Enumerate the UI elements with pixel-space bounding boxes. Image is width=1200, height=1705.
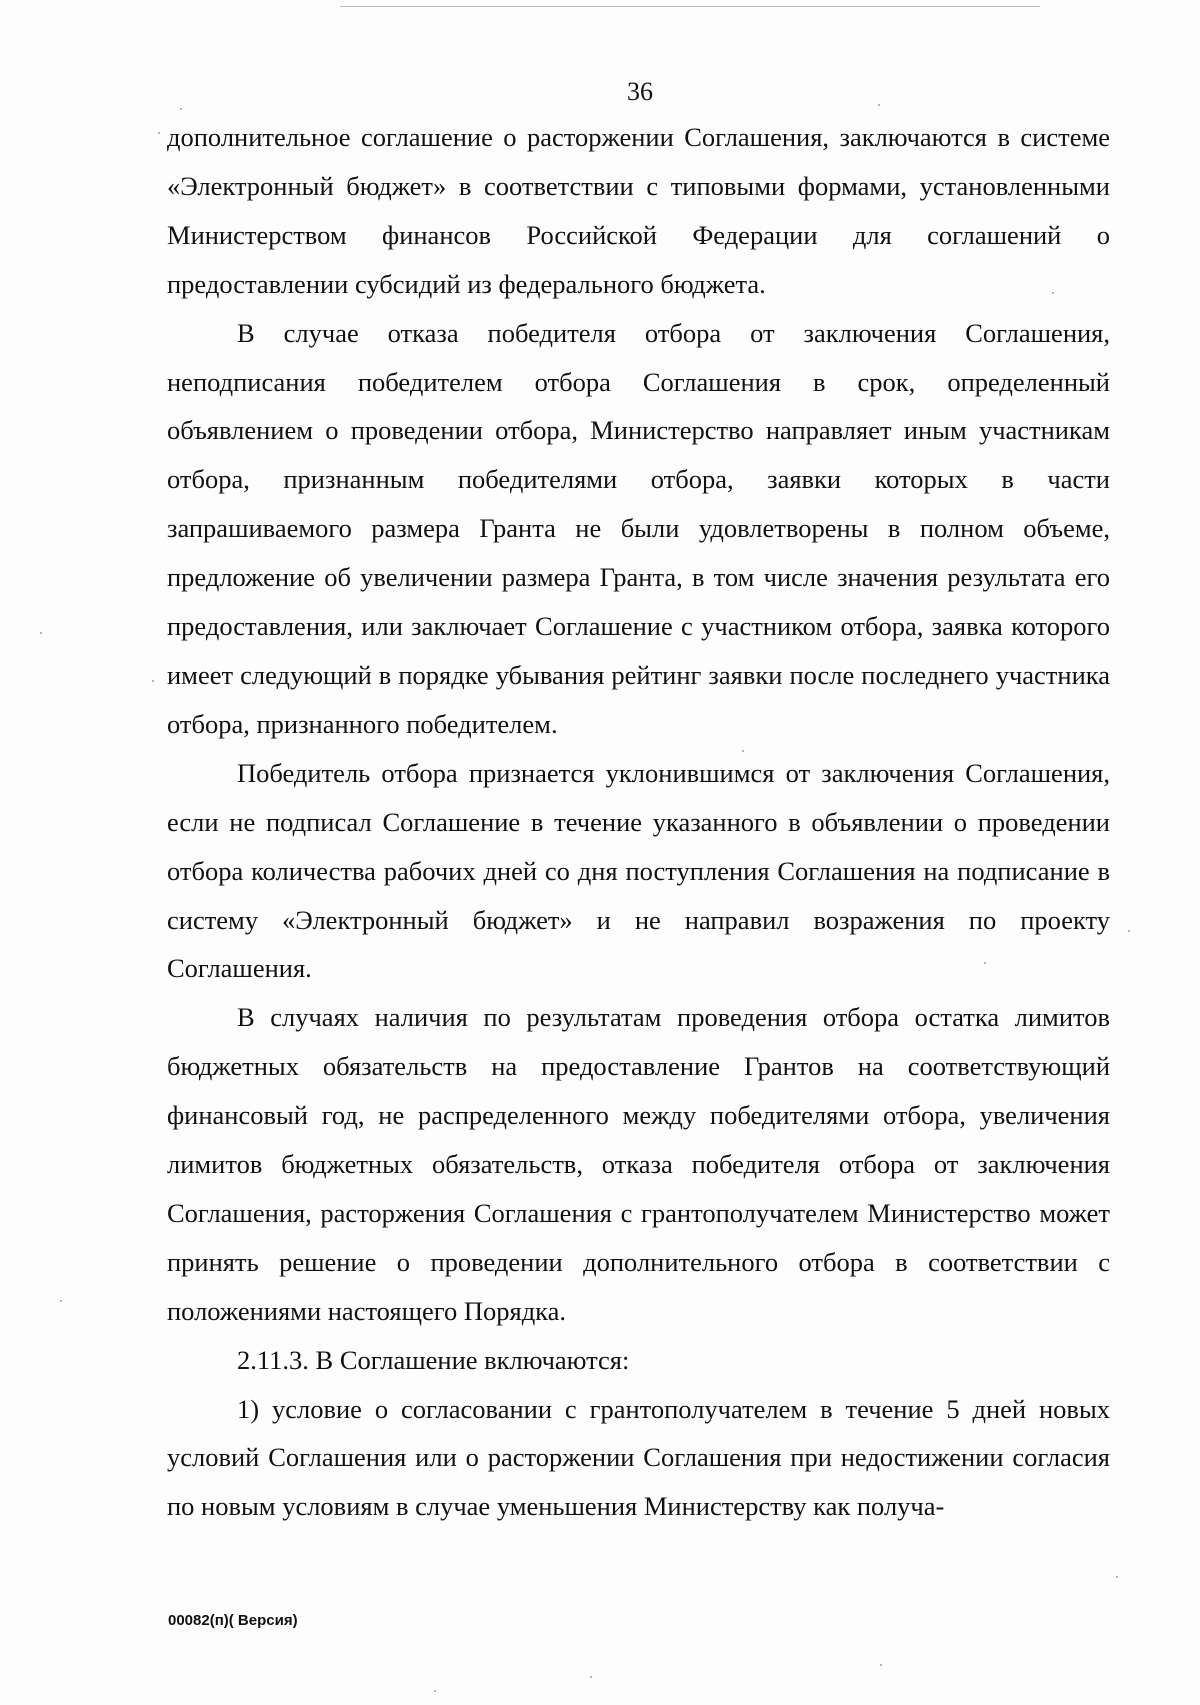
- scan-speck: [158, 132, 160, 134]
- scan-speck: [1128, 930, 1130, 932]
- paragraph-continuation: дополнительное соглашение о расторжении Соглашения, заключаются в системе «Электронный бюджет» в соответствии с типовыми формами, установленными Министерством финансов Российской Федерации для соглашений о предоставлении субсидий из федерального бюджета.: [167, 122, 1110, 299]
- scan-speck: [180, 108, 182, 110]
- scan-speck: [878, 104, 880, 106]
- footer-document-code: 00082(п)( Версия): [168, 1612, 298, 1629]
- scan-speck: [152, 680, 154, 682]
- scan-top-edge-line: [340, 6, 1040, 7]
- scan-speck: [880, 1664, 882, 1666]
- scan-speck: [1116, 1576, 1118, 1578]
- paragraph-additional-selection: В случаях наличия по результатам проведения отбора остатка лимитов бюджетных обязательств на предоставление Грантов на соответствующий финансовый год, не распределенного между победителями отбора, увеличения лимитов бюджетных обязательств, отказа победителя отбора от заключения Соглашения, расторжения Соглашения с грантополучателем Министерство может принять решение о проведении дополнительного отбора в соответствии с положениями настоящего Порядка.: [167, 1002, 1110, 1326]
- scan-speck: [60, 1300, 62, 1302]
- paragraph-winner-evasion: Победитель отбора признается уклонившимся от заключения Соглашения, если не подписал Соглашение в течение указанного в объявлении о проведении отбора количества рабочих дней со дня поступления Соглашения на подписание в систему «Электронный бюджет» и не направил возражения по проекту Соглашения.: [167, 757, 1110, 984]
- scan-speck: [40, 632, 42, 634]
- scan-speck: [1052, 292, 1054, 294]
- body-text: [167, 113, 1110, 1531]
- scan-speck: [434, 1690, 436, 1692]
- paragraph-winner-refusal: В случае отказа победителя отбора от заключения Соглашения, неподписания победителем отбора Соглашения в срок, определенный объявлением о проведении отбора, Министерство направляет иным участникам отбора, признанным победителями отбора, заявки которых в части запрашиваемого размера Гранта не были удовлетворены в полном объеме, предложение об увеличении размера Гранта, в том числе значения результата его предоставления, или заключает Соглашение с участником отбора, заявка которого имеет следующий в порядке убывания рейтинг заявки после последнего участника отбора, признанного победителем.: [167, 317, 1110, 739]
- scan-speck: [590, 1676, 592, 1678]
- paragraph-section-heading: 2.11.3. В Соглашение включаются:: [237, 1344, 630, 1375]
- scan-speck: [742, 750, 744, 752]
- paragraph-condition-1: 1) условие о согласовании с грантополучателем в течение 5 дней новых условий Соглашения или о расторжении Соглашения при недостижении согласия по новым условиям в случае уменьшения Министерству как получа-: [167, 1393, 1110, 1522]
- scan-speck: [984, 962, 986, 964]
- page-number: 36: [627, 77, 653, 106]
